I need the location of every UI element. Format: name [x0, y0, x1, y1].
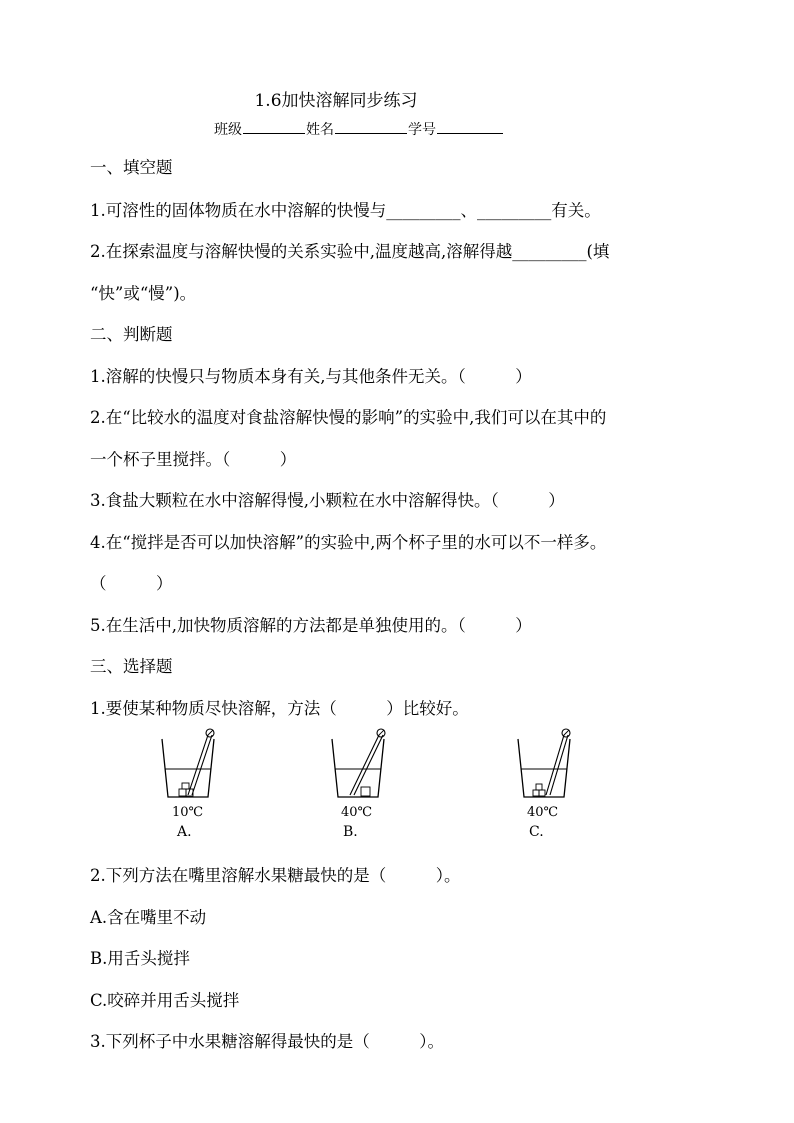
choice-question-2: 2.下列方法在嘴里溶解水果糖最快的是（ ）。	[90, 866, 461, 885]
beaker-c-temperature: 40℃	[527, 805, 559, 820]
judge-question-2-line-2: 一个杯子里搅拌。（ ）	[90, 450, 297, 469]
fill-q1-text-a: 1.可溶性的固体物质在水中溶解的快慢与	[90, 201, 387, 220]
choice-q2-option-c[interactable]: C.咬碎并用舌头搅拌	[90, 991, 240, 1010]
section-choice-heading: 三、选择题	[90, 657, 173, 676]
fill-q1-blank-b[interactable]: _________	[477, 201, 552, 220]
option-c-label[interactable]: C.	[529, 824, 544, 840]
beaker-b-stir-rod	[350, 735, 379, 795]
judge-question-2: 2.在“比较水的温度对食盐溶解快慢的影响”的实验中,我们可以在其中的	[90, 408, 607, 427]
fill-question-1	[90, 197, 601, 221]
beaker-c-glass	[518, 739, 570, 797]
beaker-c-solid-cube	[533, 790, 539, 796]
choice-q2-option-a[interactable]: A.含在嘴里不动	[90, 908, 207, 927]
beaker-a-temperature: 10℃	[172, 805, 204, 820]
judge-question-5: 5.在生活中,加快物质溶解的方法都是单独使用的。（ ）	[90, 616, 532, 635]
beakers-illustration	[150, 725, 610, 845]
judge-question-4-line-2: （ ）	[90, 574, 173, 593]
choice-question-3: 3.下列杯子中水果糖溶解得最快的是（ ）。	[90, 1032, 444, 1051]
judge-question-1: 1.溶解的快慢只与物质本身有关,与其他条件无关。（ ）	[90, 367, 532, 386]
class-label: 班级	[214, 122, 242, 138]
beaker-c-solid-cube	[536, 784, 542, 790]
beaker-a-stir-rod	[188, 735, 208, 795]
fill-question-2-line-2: “快”或“慢”)。	[90, 284, 197, 303]
beaker-b-solid-block	[361, 787, 370, 796]
beaker-b-temperature: 40℃	[341, 805, 373, 820]
id-label: 学号	[408, 122, 436, 138]
name-label: 姓名	[306, 122, 334, 138]
judge-question-4: 4.在“搅拌是否可以加快溶解”的实验中,两个杯子里的水可以不一样多。	[90, 533, 607, 552]
name-blank[interactable]	[335, 118, 407, 134]
class-blank[interactable]	[243, 118, 305, 134]
beaker-a	[162, 729, 214, 840]
beaker-b-glass	[332, 739, 384, 797]
judge-question-3: 3.食盐大颗粒在水中溶解得慢,小颗粒在水中溶解得快。（ ）	[90, 491, 565, 510]
fill-q2-text-b: (填	[586, 242, 610, 261]
beaker-c-solid-cube	[539, 790, 545, 796]
fill-q2-blank[interactable]: _________	[512, 242, 587, 261]
id-blank[interactable]	[437, 118, 503, 134]
fill-q1-text-b: 有关。	[551, 201, 601, 220]
beaker-a-solid-cube	[182, 783, 189, 789]
fill-q1-blank-a[interactable]: _________	[386, 201, 461, 220]
beaker-figure	[150, 725, 610, 845]
beaker-c	[518, 729, 570, 840]
option-b-label[interactable]: B.	[343, 824, 358, 840]
section-fill-heading: 一、填空题	[90, 158, 173, 177]
beaker-a-glass	[162, 739, 214, 797]
beaker-b	[332, 729, 385, 840]
choice-q2-option-b[interactable]: B.用舌头搅拌	[90, 949, 190, 968]
fill-q2-text-a: 2.在探索温度与溶解快慢的关系实验中,温度越高,溶解得越	[90, 242, 513, 261]
fill-q1-sep: 、	[460, 201, 477, 220]
beaker-c-stir-rod	[546, 735, 564, 795]
beaker-a-solid-cube	[179, 789, 186, 796]
page-title: 1.6加快溶解同步练习	[254, 91, 418, 111]
fill-question-2	[90, 238, 609, 262]
section-judge-heading: 二、判断题	[90, 325, 173, 344]
choice-question-1: 1.要使某种物质尽快溶解，方法（ ）比较好。	[90, 699, 469, 718]
student-info-line	[214, 118, 504, 139]
option-a-label[interactable]: A.	[177, 824, 192, 840]
